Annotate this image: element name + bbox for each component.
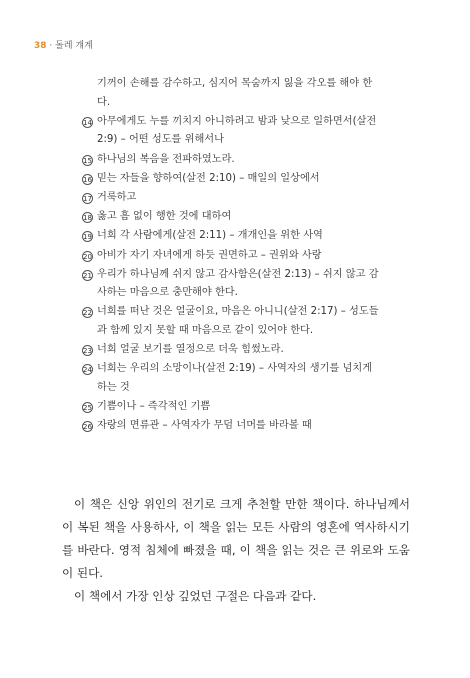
list-item <box>82 360 382 397</box>
item-text: 거룩하고 <box>97 191 137 203</box>
list-item <box>82 208 382 227</box>
paragraph: 이 책에서 가장 인상 깊었던 구절은 다음과 같다. <box>74 589 317 603</box>
item-text: 옳고 흠 없이 행한 것에 대하여 <box>97 211 232 223</box>
page-header <box>34 38 93 51</box>
body-text <box>62 493 410 608</box>
item-number: 26 <box>83 423 92 432</box>
item-text: 아무에게도 누를 끼치지 아니하려고 밤과 낮으로 일하면서(살전 2:9) – 어떤 성도를 위해서나 <box>97 115 377 146</box>
item-text: 우리가 하나님께 쉬지 않고 감사함은(살전 2:13) – 쉬지 않고 감사하는 마음으로 충만해야 한다. <box>97 268 379 299</box>
item-number: 20 <box>83 252 92 261</box>
list-item <box>82 266 382 303</box>
item-number: 23 <box>83 347 92 356</box>
list-item <box>82 398 382 417</box>
item-text: 믿는 자들을 향하여(살전 2:10) – 매일의 일상에서 <box>97 172 320 184</box>
item-text: 자랑의 면류관 – 사역자가 무덤 너머를 바라볼 때 <box>97 420 312 432</box>
item-text: 하나님의 복음을 전파하였노라. <box>97 153 235 165</box>
list-item <box>82 227 382 246</box>
item-number: 14 <box>83 118 92 127</box>
item-text: 너희 각 사람에게(살전 2:11) – 개개인을 위한 사역 <box>97 230 323 242</box>
list-item <box>82 170 382 189</box>
item-number: 21 <box>83 271 92 280</box>
item-number: 24 <box>83 366 92 375</box>
list-item <box>82 247 382 266</box>
item-text: 너희를 떠난 것은 얼굴이요, 마음은 아니니(살전 2:17) – 성도들과 함께 있지 못할 때 마음으로 같이 있어야 한다. <box>97 306 379 337</box>
item-text: 기쁨이나 – 즉각적인 기쁨 <box>97 401 211 413</box>
page-number: 38 <box>34 41 47 51</box>
paragraph: 이 책은 신앙 위인의 전기로 크게 추천할 만한 책이다. 하나님께서 이 복된 책을 사용하사, 이 책을 읽는 모든 사람의 영혼에 역사하시기를 바란다. 영적 침체에 빠졌을 때, 이 책을 읽는 것은 큰 위로와 도움이 된다. <box>62 497 410 580</box>
item-text: 너희 얼굴 보기를 열정으로 더욱 힘썼노라. <box>97 344 284 356</box>
numbered-list <box>82 75 382 437</box>
list-item <box>82 189 382 208</box>
list-item <box>82 151 382 170</box>
list-intro-line: 기꺼이 손해를 감수하고, 심지어 목숨까지 잃을 각오를 해야 한다. <box>97 78 373 108</box>
item-number: 19 <box>83 233 92 242</box>
item-number: 16 <box>83 175 92 184</box>
item-number: 17 <box>83 194 92 203</box>
item-number: 25 <box>83 404 92 413</box>
list-item <box>82 113 382 150</box>
list-item <box>82 417 382 436</box>
header-separator: · <box>49 41 53 51</box>
list-item <box>82 303 382 340</box>
item-number: 18 <box>83 214 92 223</box>
item-number: 22 <box>83 309 92 318</box>
book-title: 돌레 걔계 <box>55 41 93 51</box>
item-number: 15 <box>83 156 92 165</box>
list-item <box>82 341 382 360</box>
item-text: 아비가 자기 자녀에게 하듯 권면하고 – 권위와 사랑 <box>97 249 322 261</box>
item-text: 너희는 우리의 소망이나(살전 2:19) – 사역자의 생기를 넘치게 하는 것 <box>97 363 373 394</box>
